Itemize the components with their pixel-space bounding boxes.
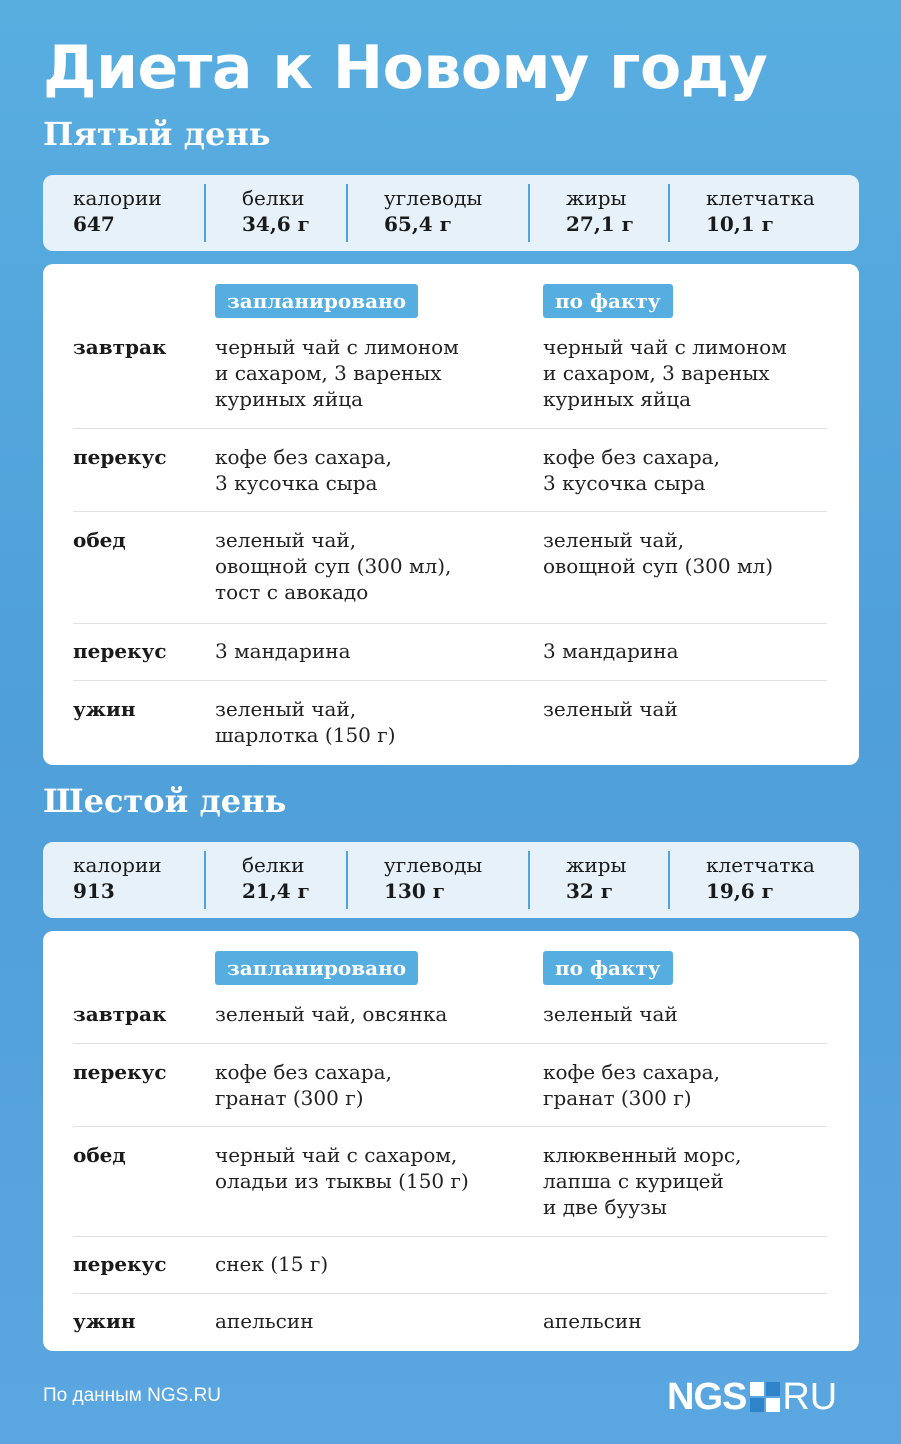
table-row <box>73 444 827 512</box>
meal-name: завтрак <box>73 1002 167 1026</box>
table-row <box>73 527 827 624</box>
stat-label: углеводы <box>384 186 483 210</box>
planned-meal: черный чай с сахаром, оладьи из тыквы (150 г) <box>215 1143 469 1193</box>
stat-value: 27,1 г <box>566 212 634 236</box>
planned-meal: черный чай с лимоном и сахаром, 3 вареных куриных яйца <box>215 335 459 411</box>
stat-divider <box>668 851 670 909</box>
stat-divider <box>528 851 530 909</box>
meal-name: обед <box>73 528 126 552</box>
stat-fiber <box>706 852 815 910</box>
stat-label: углеводы <box>384 853 483 877</box>
stat-value: 21,4 г <box>242 879 310 903</box>
planned-column-badge: запланировано <box>215 284 418 318</box>
actual-meal: зеленый чай <box>543 1002 678 1026</box>
stat-value: 913 <box>73 879 115 903</box>
table-row <box>73 1142 827 1237</box>
stat-value: 10,1 г <box>706 212 774 236</box>
table-row <box>73 1308 827 1340</box>
stat-protein <box>242 852 310 910</box>
meal-name: перекус <box>73 1252 167 1276</box>
stat-value: 32 г <box>566 879 614 903</box>
stat-divider <box>668 184 670 242</box>
source-note: По данным NGS.RU <box>43 1385 222 1406</box>
actual-meal: кофе без сахара, 3 кусочка сыра <box>543 445 720 495</box>
stat-label: клетчатка <box>706 186 815 210</box>
stat-fat <box>566 185 634 243</box>
nutrition-stats-bar <box>43 175 859 251</box>
planned-meal: снек (15 г) <box>215 1252 329 1276</box>
meal-table <box>43 931 859 1351</box>
planned-column-badge: запланировано <box>215 951 418 985</box>
table-row <box>73 638 827 681</box>
stat-carbs <box>384 185 482 243</box>
day-title: Пятый день <box>43 115 271 153</box>
table-row <box>73 334 827 429</box>
planned-meal: 3 мандарина <box>215 639 351 663</box>
stat-label: белки <box>242 853 305 877</box>
actual-meal: клюквенный морс, лапша с курицей и две буузы <box>543 1143 742 1219</box>
page-title: Диета к Новому году <box>43 33 768 103</box>
table-row <box>73 1059 827 1127</box>
meal-name: ужин <box>73 1309 136 1333</box>
meal-name: ужин <box>73 697 136 721</box>
table-row <box>73 696 827 752</box>
stat-carbs <box>384 852 482 910</box>
actual-meal: зеленый чай <box>543 697 678 721</box>
stat-calories <box>73 852 162 910</box>
stat-value: 647 <box>73 212 115 236</box>
meal-name: обед <box>73 1143 126 1167</box>
actual-meal: апельсин <box>543 1309 642 1333</box>
stat-divider <box>204 851 206 909</box>
actual-column-badge: по факту <box>543 951 673 985</box>
meal-name: завтрак <box>73 335 167 359</box>
stat-divider <box>346 184 348 242</box>
planned-meal: зеленый чай, шарлотка (150 г) <box>215 697 396 747</box>
stat-label: белки <box>242 186 305 210</box>
stat-value: 19,6 г <box>706 879 774 903</box>
ngs-logo[interactable] <box>667 1375 837 1419</box>
stat-divider <box>528 184 530 242</box>
stat-label: жиры <box>566 186 627 210</box>
stat-label: клетчатка <box>706 853 815 877</box>
planned-meal: зеленый чай, овощной суп (300 мл), тост с авокадо <box>215 528 452 604</box>
actual-meal: 3 мандарина <box>543 639 679 663</box>
stat-protein <box>242 185 310 243</box>
meal-name: перекус <box>73 445 167 469</box>
stat-divider <box>204 184 206 242</box>
actual-meal: кофе без сахара, гранат (300 г) <box>543 1060 720 1110</box>
actual-meal: черный чай с лимоном и сахаром, 3 вареных куриных яйца <box>543 335 787 411</box>
meal-table <box>43 264 859 765</box>
nutrition-stats-bar <box>43 842 859 918</box>
meal-name: перекус <box>73 639 167 663</box>
logo-text-ru: RU <box>782 1376 838 1418</box>
stat-label: калории <box>73 186 162 210</box>
stat-divider <box>346 851 348 909</box>
table-row <box>73 1001 827 1044</box>
stat-value: 130 г <box>384 879 445 903</box>
table-row <box>73 1251 827 1294</box>
stat-value: 65,4 г <box>384 212 452 236</box>
stat-fiber <box>706 185 815 243</box>
planned-meal: кофе без сахара, гранат (300 г) <box>215 1060 392 1110</box>
stat-fat <box>566 852 626 910</box>
logo-squares-icon <box>750 1382 780 1412</box>
logo-text-ngs: NGS <box>667 1376 747 1418</box>
stat-label: жиры <box>566 853 627 877</box>
actual-meal: зеленый чай, овощной суп (300 мл) <box>543 528 774 578</box>
planned-meal: кофе без сахара, 3 кусочка сыра <box>215 445 392 495</box>
actual-column-badge: по факту <box>543 284 673 318</box>
stat-value: 34,6 г <box>242 212 310 236</box>
planned-meal: зеленый чай, овсянка <box>215 1002 448 1026</box>
meal-name: перекус <box>73 1060 167 1084</box>
day-title: Шестой день <box>43 782 287 820</box>
stat-calories <box>73 185 162 243</box>
planned-meal: апельсин <box>215 1309 314 1333</box>
stat-label: калории <box>73 853 162 877</box>
